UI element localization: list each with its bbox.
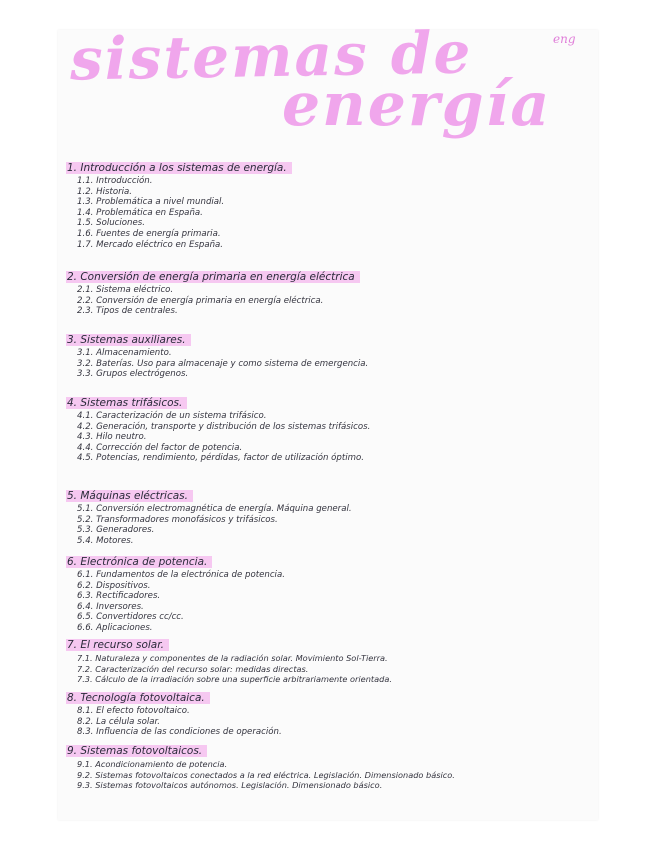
section-title: 6. Electrónica de potencia. <box>66 556 212 568</box>
section-6 <box>66 550 596 634</box>
list-item: 4.5. Potencias, rendimiento, pérdidas, factor de utilización óptimo. <box>77 453 364 464</box>
list-item: 1.2. Historia. <box>77 186 133 197</box>
list-item: 3.2. Baterías. Uso para almacenaje y como sistema de emergencia. <box>77 358 369 369</box>
list-item: 6.4. Inversores. <box>77 601 144 612</box>
list-item: 7.3. Cálculo de la irradiación sobre una superficie arbitrariamente orientada. <box>77 674 392 685</box>
section-title: 7. El recurso solar. <box>66 639 169 651</box>
list-item: 3.1. Almacenamiento. <box>77 348 172 358</box>
section-3 <box>66 328 596 380</box>
corner-tag: eng <box>553 32 576 46</box>
list-item: 2.1. Sistema eléctrico. <box>77 285 174 295</box>
page-title-line-1: sistemas de <box>69 18 473 94</box>
list-item: 2.3. Tipos de centrales. <box>77 306 178 317</box>
list-item: 1.6. Fuentes de energía primaria. <box>77 228 221 239</box>
section-2 <box>66 265 596 317</box>
list-item: 5.1. Conversión electromagnética de energía. Máquina general. <box>77 504 352 514</box>
section-title: 1. Introducción a los sistemas de energía. <box>66 162 292 174</box>
list-item: 6.5. Convertidores cc/cc. <box>77 612 184 623</box>
section-1 <box>66 156 596 250</box>
list-item: 5.2. Transformadores monofásicos y trifásicos. <box>77 514 278 525</box>
list-item: 1.5. Soluciones. <box>77 218 145 229</box>
section-4 <box>66 391 596 464</box>
list-item: 1.1. Introducción. <box>77 176 153 186</box>
section-8 <box>66 686 596 738</box>
list-item: 1.3. Problemática a nivel mundial. <box>77 197 225 208</box>
list-item: 5.3. Generadores. <box>77 525 155 536</box>
list-item: 9.3. Sistemas fotovoltaicos autónomos. Legislación. Dimensionado básico. <box>77 780 383 791</box>
section-title: 2. Conversión de energía primaria en energía eléctrica <box>66 271 360 283</box>
list-item: 8.1. El efecto fotovoltaico. <box>77 706 190 716</box>
section-title: 3. Sistemas auxiliares. <box>66 334 191 346</box>
list-item: 4.4. Corrección del factor de potencia. <box>77 442 243 453</box>
section-title: 8. Tecnología fotovoltaica. <box>66 692 210 704</box>
list-item: 1.4. Problemática en España. <box>77 207 203 218</box>
list-item: 6.2. Dispositivos. <box>77 580 151 591</box>
page-title-line-2: energía <box>282 70 552 140</box>
section-7 <box>66 633 596 685</box>
list-item: 4.3. Hilo neutro. <box>77 432 147 443</box>
list-item: 9.2. Sistemas fotovoltaicos conectados a la red eléctrica. Legislación. Dimensionado básico. <box>77 769 455 780</box>
list-item: 4.2. Generación, transporte y distribución de los sistemas trifásicos. <box>77 421 371 432</box>
section-9 <box>66 739 596 791</box>
list-item: 9.1. Acondicionamiento de potencia. <box>77 759 228 769</box>
section-title: 5. Máquinas eléctricas. <box>66 490 193 502</box>
section-title: 9. Sistemas fotovoltaicos. <box>66 745 207 757</box>
list-item: 1.7. Mercado eléctrico en España. <box>77 239 224 250</box>
section-title: 4. Sistemas trifásicos. <box>66 397 187 409</box>
list-item: 6.6. Aplicaciones. <box>77 622 153 633</box>
list-item: 8.2. La célula solar. <box>77 716 161 727</box>
list-item: 4.1. Caracterización de un sistema trifásico. <box>77 411 267 421</box>
list-item: 2.2. Conversión de energía primaria en energía eléctrica. <box>77 295 324 306</box>
list-item: 3.3. Grupos electrógenos. <box>77 369 189 380</box>
list-item: 5.4. Motores. <box>77 535 134 546</box>
section-5 <box>66 484 596 546</box>
list-item: 7.1. Naturaleza y componentes de la radiación solar. Movimiento Sol-Tierra. <box>77 653 388 663</box>
list-item: 6.3. Rectificadores. <box>77 591 161 602</box>
list-item: 8.3. Influencia de las condiciones de operación. <box>77 727 282 738</box>
list-item: 6.1. Fundamentos de la electrónica de potencia. <box>77 570 285 580</box>
list-item: 7.2. Caracterización del recurso solar: medidas directas. <box>77 663 309 674</box>
